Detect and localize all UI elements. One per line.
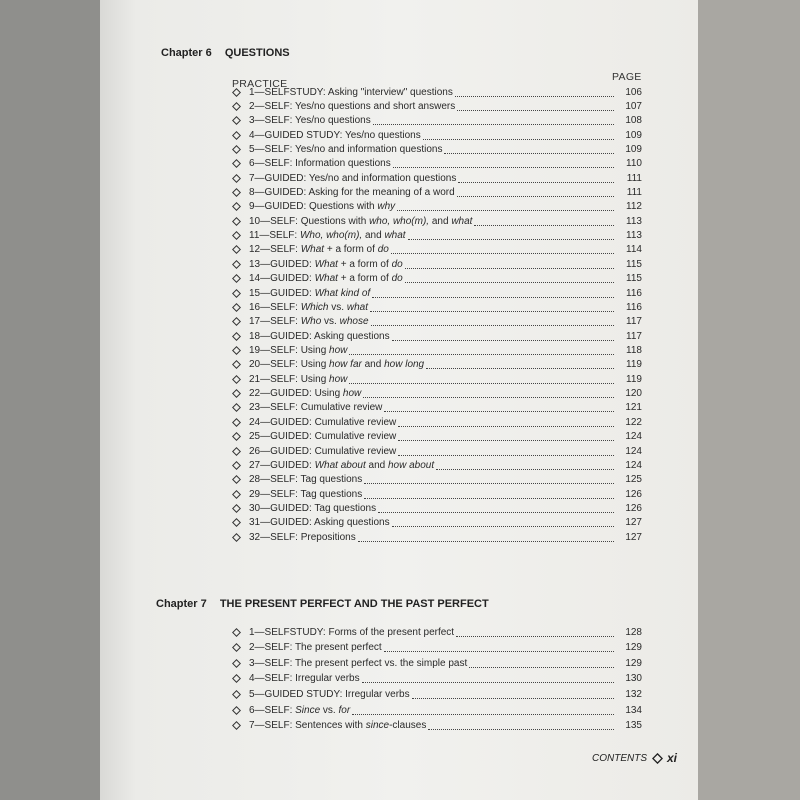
- toc-entry-italic-text: What about: [314, 459, 366, 471]
- toc-entry-label: [249, 230, 406, 241]
- dot-leader: [364, 475, 614, 484]
- dot-leader: [358, 533, 614, 542]
- toc-entry: [232, 114, 642, 128]
- toc-entry: [232, 372, 642, 386]
- toc-entry-italic-text: what: [451, 215, 473, 227]
- toc-entry-italic-text: Which: [300, 301, 329, 313]
- diamond-icon: [232, 389, 241, 398]
- toc-entry-label: [249, 144, 442, 155]
- page-column-label: PAGE: [612, 71, 642, 83]
- toc-entry-italic-text: since: [365, 720, 390, 732]
- toc-page-number: 120: [625, 388, 642, 400]
- toc-page-number: 117: [626, 316, 642, 328]
- toc-entry: [232, 128, 642, 142]
- toc-entry: [232, 157, 642, 171]
- toc-page-number: 107: [625, 100, 642, 112]
- toc-entry-text: vs.: [320, 704, 339, 716]
- toc-entry-label: [249, 331, 390, 342]
- toc-entry-text: 15—GUIDED:: [249, 287, 315, 299]
- diamond-icon: [232, 116, 241, 125]
- toc-entry-label: [249, 173, 456, 184]
- dot-leader: [371, 317, 614, 326]
- toc-entry-label: [249, 359, 424, 370]
- toc-entry-label: [249, 87, 453, 98]
- diamond-icon: [232, 245, 241, 254]
- toc-page-number: 109: [625, 143, 642, 155]
- page-footer: [592, 751, 677, 765]
- toc-entry-text: -clauses: [389, 720, 427, 732]
- diamond-icon: [232, 403, 241, 412]
- toc-entry-italic-text: how about: [387, 459, 435, 471]
- diamond-icon: [232, 461, 241, 470]
- toc-entry-text: and: [429, 215, 452, 227]
- chapter-7-heading: [156, 598, 489, 610]
- diamond-icon: [232, 346, 241, 355]
- diamond-icon: [232, 217, 241, 226]
- toc-entry-label: [249, 288, 370, 299]
- toc-page-number: 113: [626, 230, 642, 242]
- toc-entry-text: + a form of: [324, 244, 378, 256]
- toc-entry-text: and: [361, 359, 385, 371]
- toc-entry: [232, 343, 642, 357]
- diamond-icon: [232, 674, 241, 683]
- toc-entry-text: 20—SELF: Using: [249, 359, 330, 371]
- toc-entry-label: [249, 316, 369, 327]
- toc-entry-text: vs.: [328, 301, 347, 313]
- toc-entry-text: vs.: [321, 316, 340, 328]
- toc-page-number: 130: [625, 673, 642, 685]
- toc-entry-italic-text: Who, who(m),: [299, 230, 363, 242]
- toc-page-number: 127: [625, 517, 642, 529]
- toc-entry-label: [249, 130, 421, 141]
- toc-entry-label: [249, 689, 410, 700]
- toc-entry-text: 13—GUIDED:: [249, 258, 315, 270]
- toc-entry-label: [249, 431, 396, 442]
- dot-leader: [364, 490, 614, 499]
- diamond-icon: [232, 188, 241, 197]
- toc-entry-label: [249, 627, 454, 638]
- dot-leader: [384, 643, 614, 652]
- dot-leader: [349, 346, 614, 355]
- toc-entry-label: [249, 417, 396, 428]
- toc-entry-text: 22—GUIDED: Using: [249, 388, 343, 400]
- diamond-icon: [232, 102, 241, 111]
- dot-leader: [405, 274, 614, 283]
- toc-page-number: 113: [626, 215, 642, 227]
- toc-entry-text: 24—GUIDED: Cumulative review: [249, 416, 397, 428]
- dot-leader: [378, 504, 614, 513]
- toc-entry-text: 25—GUIDED: Cumulative review: [249, 431, 397, 443]
- toc-entry: [232, 719, 642, 733]
- toc-entry-text: + a form of: [337, 258, 392, 270]
- toc-entry-text: 27—GUIDED:: [249, 459, 315, 471]
- toc-page-number: 124: [625, 431, 642, 443]
- dot-leader: [373, 116, 614, 125]
- toc-entry: [232, 430, 642, 444]
- toc-entry-label: [249, 273, 403, 284]
- toc-entry-italic-text: What: [300, 244, 325, 256]
- toc-entry: [232, 625, 642, 639]
- dot-leader: [426, 360, 614, 369]
- diamond-icon: [232, 88, 241, 97]
- toc-entry-label: [249, 216, 472, 227]
- toc-entry-text: 30—GUIDED: Tag questions: [249, 502, 377, 514]
- toc-entry-text: 32—SELF: Prepositions: [249, 531, 356, 543]
- toc-entry-text: 5—GUIDED STUDY: Irregular verbs: [249, 688, 410, 700]
- toc-entry: [232, 142, 642, 156]
- chapter-number: Chapter 7: [156, 598, 207, 610]
- toc-entry: [232, 85, 642, 99]
- toc-entry-text: 28—SELF: Tag questions: [249, 474, 363, 486]
- toc-page-number: 135: [625, 720, 642, 732]
- toc-entry-text: 7—SELF: Sentences with: [249, 720, 366, 732]
- toc-entry: [232, 687, 642, 701]
- toc-page-number: 114: [626, 244, 642, 256]
- toc-entry: [232, 329, 642, 343]
- toc-entry-text: 17—SELF:: [249, 316, 301, 328]
- diamond-icon: [232, 274, 241, 283]
- toc-entry-text: 7—GUIDED: Yes/no and information questions: [249, 172, 457, 184]
- toc-page-number: 127: [625, 531, 642, 543]
- toc-entry-text: 6—SELF: Information questions: [249, 158, 391, 170]
- toc-entry: [232, 703, 642, 717]
- toc-entry-italic-text: how: [329, 373, 348, 385]
- toc-page-number: 115: [626, 273, 642, 285]
- toc-entry-text: 6—SELF:: [249, 704, 296, 716]
- practice-column-label: PRACTICE: [232, 78, 288, 90]
- toc-entry: [232, 444, 642, 458]
- toc-entry: [232, 358, 642, 372]
- toc-entry-text: 1—SELFSTUDY: Asking "interview" questions: [249, 86, 453, 98]
- toc-entry-italic-text: how far: [329, 359, 362, 371]
- footer-page-number: xi: [667, 751, 678, 765]
- toc-entry-label: [249, 402, 382, 413]
- diamond-icon: [232, 475, 241, 484]
- toc-entry-text: 1—SELFSTUDY: Forms of the present perfect: [249, 626, 455, 638]
- diamond-icon: [232, 289, 241, 298]
- toc-entry-italic-text: Since: [295, 704, 321, 716]
- chapter-number: Chapter 6: [161, 47, 212, 59]
- toc-page-number: 125: [625, 474, 642, 486]
- toc-entry-text: and: [362, 230, 385, 242]
- toc-entry-label: [249, 187, 455, 198]
- dot-leader: [444, 145, 614, 154]
- diamond-icon: [232, 303, 241, 312]
- dot-leader: [412, 690, 614, 699]
- toc-entry-text: 12—SELF:: [249, 244, 301, 256]
- toc-page-number: 124: [625, 459, 642, 471]
- dot-leader: [363, 389, 614, 398]
- toc-entry-label: [249, 446, 396, 457]
- toc-entry: [232, 200, 642, 214]
- toc-entry-text: 2—SELF: Yes/no questions and short answers: [249, 100, 456, 112]
- diamond-icon: [232, 159, 241, 168]
- toc-entry-text: 29—SELF: Tag questions: [249, 488, 363, 500]
- toc-entry-label: [249, 158, 391, 169]
- diamond-icon: [232, 360, 241, 369]
- dot-leader: [436, 461, 614, 470]
- dot-leader: [352, 706, 614, 715]
- toc-entry: [232, 401, 642, 415]
- toc-entry: [232, 487, 642, 501]
- diamond-icon: [232, 260, 241, 269]
- toc-entry-italic-text: What kind of: [314, 287, 371, 299]
- toc-entry-text: 3—SELF: The present perfect vs. the simple past: [249, 657, 468, 669]
- dot-leader: [384, 403, 614, 412]
- dot-leader: [408, 231, 614, 240]
- toc-entry-label: [249, 201, 395, 212]
- diamond-icon: [232, 145, 241, 154]
- diamond-icon: [232, 447, 241, 456]
- diamond-icon: [232, 490, 241, 499]
- dot-leader: [372, 289, 614, 298]
- toc-entry-italic-text: how: [342, 388, 362, 400]
- toc-entry-text: 4—SELF: Irregular verbs: [249, 673, 360, 685]
- diamond-icon: [232, 131, 241, 140]
- toc-page-number: 132: [625, 688, 642, 700]
- toc-entry-label: [249, 259, 403, 270]
- toc-entry-label: [249, 673, 360, 684]
- dot-leader: [469, 659, 614, 668]
- toc-page-number: 129: [625, 657, 642, 669]
- toc-entry-italic-text: What: [314, 258, 338, 270]
- chapter-title: QUESTIONS: [224, 47, 290, 59]
- toc-entry: [232, 530, 642, 544]
- toc-entry-text: 11—SELF:: [249, 230, 300, 242]
- toc-entry-text: 14—GUIDED:: [249, 273, 315, 285]
- chapter-title: THE PRESENT PERFECT AND THE PAST PERFECT: [219, 598, 489, 610]
- dot-leader: [457, 102, 614, 111]
- toc-entry-text: and: [365, 459, 388, 471]
- toc-entry-label: [249, 244, 389, 255]
- background-surface: [698, 0, 800, 800]
- toc-entry: [232, 656, 642, 670]
- toc-entry-text: 5—SELF: Yes/no and information questions: [249, 143, 443, 155]
- toc-entry: [232, 458, 642, 472]
- toc-page-number: 111: [626, 172, 642, 184]
- diamond-icon: [232, 418, 241, 427]
- dot-leader: [428, 721, 614, 730]
- toc-page-number: 118: [626, 344, 642, 356]
- toc-page-number: 111: [626, 187, 642, 199]
- toc-entry-text: 4—GUIDED STUDY: Yes/no questions: [249, 129, 421, 141]
- toc-page-number: 108: [625, 115, 642, 127]
- diamond-icon: [232, 375, 241, 384]
- toc-entry-italic-text: how: [329, 344, 348, 356]
- toc-entry-italic-text: whose: [339, 316, 369, 328]
- toc-page-number: 121: [625, 402, 642, 414]
- toc-entry-label: [249, 489, 362, 500]
- dot-leader: [370, 303, 614, 312]
- dot-leader: [391, 245, 614, 254]
- toc-page-number: 128: [625, 626, 642, 638]
- toc-entry-label: [249, 388, 361, 399]
- toc-entry-italic-text: What: [314, 273, 338, 285]
- toc-entry-italic-text: what: [384, 230, 406, 242]
- chapter-6-heading: [161, 47, 290, 59]
- toc-entry: [232, 641, 642, 655]
- footer-contents-label: CONTENTS: [592, 752, 647, 764]
- toc-entry: [232, 315, 642, 329]
- toc-entry-italic-text: for: [338, 704, 351, 716]
- dot-leader: [405, 260, 614, 269]
- toc-entry-label: [249, 474, 362, 485]
- toc-page-number: 122: [625, 416, 642, 428]
- toc-page-number: 124: [625, 445, 642, 457]
- dot-leader: [362, 674, 614, 683]
- toc-page-number: 112: [626, 201, 642, 213]
- toc-entry: [232, 501, 642, 515]
- diamond-icon: [232, 643, 241, 652]
- toc-entry-label: [249, 532, 356, 543]
- toc-entry-text: 10—SELF: Questions with: [249, 215, 370, 227]
- toc-page-number: 126: [625, 502, 642, 514]
- diamond-icon: [232, 317, 241, 326]
- toc-entry-italic-text: what: [346, 301, 368, 313]
- toc-page-number: 117: [626, 330, 642, 342]
- diamond-icon: [232, 628, 241, 637]
- diamond-icon: [652, 753, 663, 764]
- toc-entry-label: [249, 720, 426, 731]
- dot-leader: [397, 202, 614, 211]
- toc-entry-text: 19—SELF: Using: [249, 344, 330, 356]
- diamond-icon: [232, 690, 241, 699]
- toc-entry-italic-text: do: [391, 258, 403, 270]
- toc-entry: [232, 171, 642, 185]
- toc-entry-label: [249, 517, 390, 528]
- toc-page-number: 129: [625, 642, 642, 654]
- toc-entry: [232, 214, 642, 228]
- toc-entry-italic-text: how long: [384, 359, 425, 371]
- toc-entry-text: 3—SELF: Yes/no questions: [249, 115, 371, 127]
- diamond-icon: [232, 706, 241, 715]
- dot-leader: [392, 332, 614, 341]
- toc-entry-label: [249, 642, 382, 653]
- diamond-icon: [232, 174, 241, 183]
- toc-entry-label: [249, 705, 350, 716]
- toc-entry: [232, 415, 642, 429]
- toc-entry: [232, 243, 642, 257]
- diamond-icon: [232, 518, 241, 527]
- toc-entry-text: 31—GUIDED: Asking questions: [249, 517, 390, 529]
- toc-page-number: 110: [626, 158, 642, 170]
- toc-entry-label: [249, 302, 368, 313]
- toc-page-number: 109: [625, 129, 642, 141]
- toc-entry: [232, 257, 642, 271]
- dot-leader: [457, 188, 614, 197]
- toc-entry: [232, 300, 642, 314]
- toc-entry: [232, 286, 642, 300]
- diamond-icon: [232, 721, 241, 730]
- toc-entry-label: [249, 460, 434, 471]
- toc-entry-text: 21—SELF: Using: [249, 373, 330, 385]
- toc-entry: [232, 387, 642, 401]
- toc-page-number: 115: [626, 258, 642, 270]
- toc-entry-label: [249, 101, 455, 112]
- dot-leader: [474, 217, 614, 226]
- toc-page-number: 134: [625, 704, 642, 716]
- toc-entry: [232, 272, 642, 286]
- diamond-icon: [232, 332, 241, 341]
- toc-entry-text: 26—GUIDED: Cumulative review: [249, 445, 397, 457]
- toc-entry-italic-text: do: [377, 244, 389, 256]
- dot-leader: [423, 131, 614, 140]
- toc-entry-label: [249, 345, 347, 356]
- dot-leader: [456, 628, 614, 637]
- diamond-icon: [232, 432, 241, 441]
- toc-entry-text: 9—GUIDED: Questions with: [249, 201, 378, 213]
- toc-entry-italic-text: who, who(m),: [369, 215, 430, 227]
- toc-entry: [232, 186, 642, 200]
- toc-entry-text: 16—SELF:: [249, 301, 301, 313]
- dot-leader: [349, 375, 614, 384]
- toc-page-number: 116: [626, 287, 642, 299]
- toc-entry-label: [249, 115, 371, 126]
- toc-page-number: 119: [626, 373, 642, 385]
- dot-leader: [458, 174, 614, 183]
- diamond-icon: [232, 659, 241, 668]
- toc-entry-text: 8—GUIDED: Asking for the meaning of a word: [249, 187, 455, 199]
- dot-leader: [398, 418, 614, 427]
- toc-entry-italic-text: Who: [300, 316, 322, 328]
- toc-entry-label: [249, 658, 467, 669]
- toc-entry: [232, 99, 642, 113]
- toc-entry: [232, 473, 642, 487]
- toc-entry-label: [249, 374, 347, 385]
- toc-page-number: 116: [626, 301, 642, 313]
- dot-leader: [398, 447, 614, 456]
- dot-leader: [393, 159, 614, 168]
- toc-page-number: 126: [625, 488, 642, 500]
- dot-leader: [398, 432, 614, 441]
- dot-leader: [455, 88, 614, 97]
- toc-entry: [232, 516, 642, 530]
- dot-leader: [392, 518, 614, 527]
- toc-entry-text: 18—GUIDED: Asking questions: [249, 330, 390, 342]
- toc-page-number: 106: [625, 86, 642, 98]
- diamond-icon: [232, 533, 241, 542]
- diamond-icon: [232, 504, 241, 513]
- diamond-icon: [232, 231, 241, 240]
- toc-entry-italic-text: do: [391, 273, 403, 285]
- toc-entry-label: [249, 503, 376, 514]
- toc-entry-text: + a form of: [337, 273, 392, 285]
- toc-entry-text: 23—SELF: Cumulative review: [249, 402, 383, 414]
- toc-entry-italic-text: why: [377, 201, 396, 213]
- diamond-icon: [232, 202, 241, 211]
- toc-page-number: 119: [626, 359, 642, 371]
- toc-entry-text: 2—SELF: The present perfect: [249, 642, 382, 654]
- toc-entry: [232, 672, 642, 686]
- toc-entry: [232, 229, 642, 243]
